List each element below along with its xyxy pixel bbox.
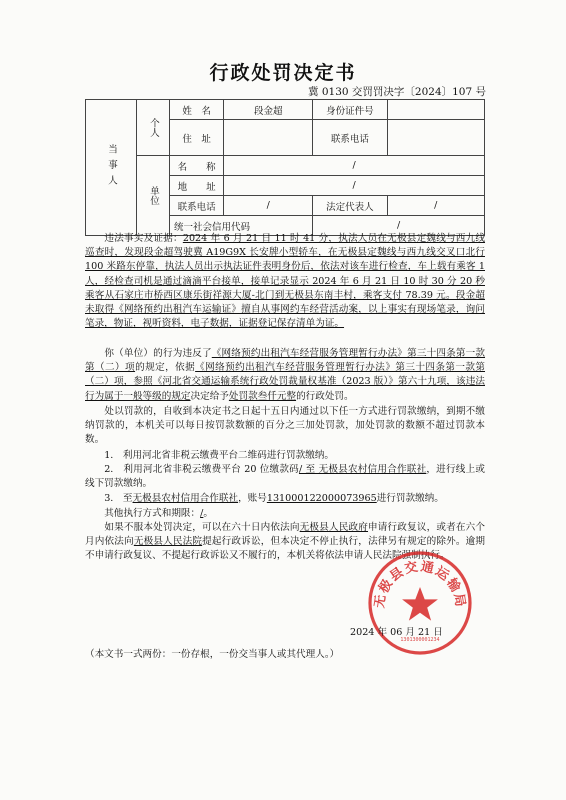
document-number: 冀 0130 交罚罚决字〔2024〕107 号 <box>308 86 486 98</box>
party-label: 当事人 <box>86 100 137 236</box>
litigation-court: 无极县人民法院 <box>133 536 203 548</box>
id-value <box>387 100 484 120</box>
payment-method-3 <box>85 492 485 506</box>
seal-code: 1301300001234 <box>400 637 440 643</box>
appeal-text-2: 申请行政复议，或者在六个月内依法向 <box>85 522 486 548</box>
payment-method-2 <box>85 463 485 491</box>
document-date: 2024 年 06 月 21 日 <box>350 627 443 638</box>
id-label: 身份证件号 <box>313 100 387 120</box>
seal-star-icon <box>402 587 438 621</box>
payment-method-3-end: 进行罚款缴纳。 <box>376 493 444 504</box>
violation-text-3: 决定给予 <box>190 390 229 402</box>
facts-text: 2024 年 6 月 21 日 11 时 41 分，执法人员在无极县定魏线与西九线巡查时，发现段金超驾驶冀 A19G9X 长安牌小型轿车，在无极县定魏线与西九线交叉口北行 100 米路东停靠，执法人员出示执法证件表明身份后，依法对该车进行检查，车上载有乘客 1 人，经检查司机是通过滴滴平台接单，接单记录显示 2024 年 6 月 21 日 10 时 30 分 20 秒乘客从石家庄市桥西区康乐街祥源大厦-北门到无极县东南丰村，乘客支付 78.39 元。段金超未取得《网络预约出租汽车运输证》擅自从事网约车经营活动案，以上事实有现场笔录，询问笔录，物证，视听资料，电子数据，证据登记保存清单为证。 <box>85 233 486 330</box>
credit-code-value: / <box>313 216 485 236</box>
address-label: 住 址 <box>169 120 223 156</box>
other-execution-end: 。 <box>203 508 213 519</box>
account-number: 131000122000073965 <box>266 493 377 504</box>
contact-value <box>387 120 484 156</box>
payment-method-3-account-label: ，账号 <box>238 493 267 504</box>
payment-method-2-text: 2. 利用河北省非税云缴费平台 20 位缴款码 <box>104 464 299 475</box>
penalty-amount: 处罚款叁仟元整 <box>228 390 297 402</box>
payment-method-1 <box>85 449 485 463</box>
party-table <box>85 99 485 236</box>
name-label: 姓 名 <box>169 100 223 120</box>
payment-paragraph <box>85 405 485 448</box>
violated-law: 《网络预约出租汽车经营服务管理暂行办法》第三十四条第一款第（二）项 <box>85 348 486 374</box>
facts-paragraph <box>85 232 485 331</box>
unit-phone-label: 联系电话 <box>169 196 223 216</box>
facts-intro: 违法事实及证据： <box>104 233 183 244</box>
violation-paragraph <box>85 347 485 404</box>
name-value: 段金超 <box>224 100 313 120</box>
official-seal <box>366 549 474 657</box>
payment-intro: 处以罚款的，自收到本决定书之日起十五日内通过以下任一方式进行罚款缴纳，到期不缴纳罚款的，本机关可以每日按罚款数额的百分之三加处罚款，加处罚款的数额不超过罚款本数。 <box>85 406 485 446</box>
unit-label: 单位 <box>137 156 170 236</box>
legal-rep-value: / <box>387 196 484 216</box>
payment-method-3-text: 3. 至 <box>104 493 133 504</box>
payment-method-2-end: ，进行线上或线下罚款缴纳。 <box>85 464 485 490</box>
payment-method-2-bank: / 至 无极县农村信用合作联社 <box>298 464 427 475</box>
unit-address-label: 地 址 <box>169 176 223 196</box>
legal-rep-label: 法定代表人 <box>313 196 387 216</box>
credit-code-label: 统一社会信用代码 <box>169 216 312 236</box>
violation-text-2: 的规定，依据 <box>135 362 196 374</box>
address-value <box>224 120 313 156</box>
violation-text-4: 的行政处罚。 <box>296 390 354 402</box>
other-execution-value: / <box>200 508 204 519</box>
contact-label: 联系电话 <box>313 120 387 156</box>
unit-name-value: / <box>224 156 485 176</box>
page-title: 行政处罚决定书 <box>209 62 357 84</box>
payment-method-3-bank: 无极县农村信用合作联社 <box>132 493 239 504</box>
other-execution-label: 其他执行方式和期限： <box>104 508 201 519</box>
review-authority: 无极县人民政府 <box>299 522 369 533</box>
unit-phone-value: / <box>224 196 313 216</box>
other-execution <box>85 507 485 521</box>
basis-law: 《网络预约出租汽车经营服务管理暂行办法》第三十四条第一款第（二）项，参照《河北省交通运输系统行政处罚裁量权基准（2023 版）》第六十九项，该违法行为属于一般等级的规定 <box>85 362 486 402</box>
individual-label: 个人 <box>137 100 170 156</box>
footer-note: （本文书一式两份：一份存根，一份交当事人或其代理人。） <box>85 649 340 660</box>
payment-method-1-text: 1. 利用河北省非税云缴费平台二维码进行罚款缴纳。 <box>104 450 334 461</box>
unit-address-value: / <box>224 176 485 196</box>
appeal-text-3: 提起行政诉讼，但本决定不停止执行，法律另有规定的除外。逾期不申请行政复议、不提起行政诉讼又不履行的，本机关将依法申请人民法院强制执行。 <box>85 536 486 562</box>
violation-text-1: 你（单位）的行为违反了 <box>104 348 212 359</box>
seal-text: 无极县交通运输局 <box>372 559 468 610</box>
appeal-text-1: 如果不服本处罚决定，可以在六十日内依法向 <box>104 522 300 533</box>
unit-name-label: 名 称 <box>169 156 223 176</box>
